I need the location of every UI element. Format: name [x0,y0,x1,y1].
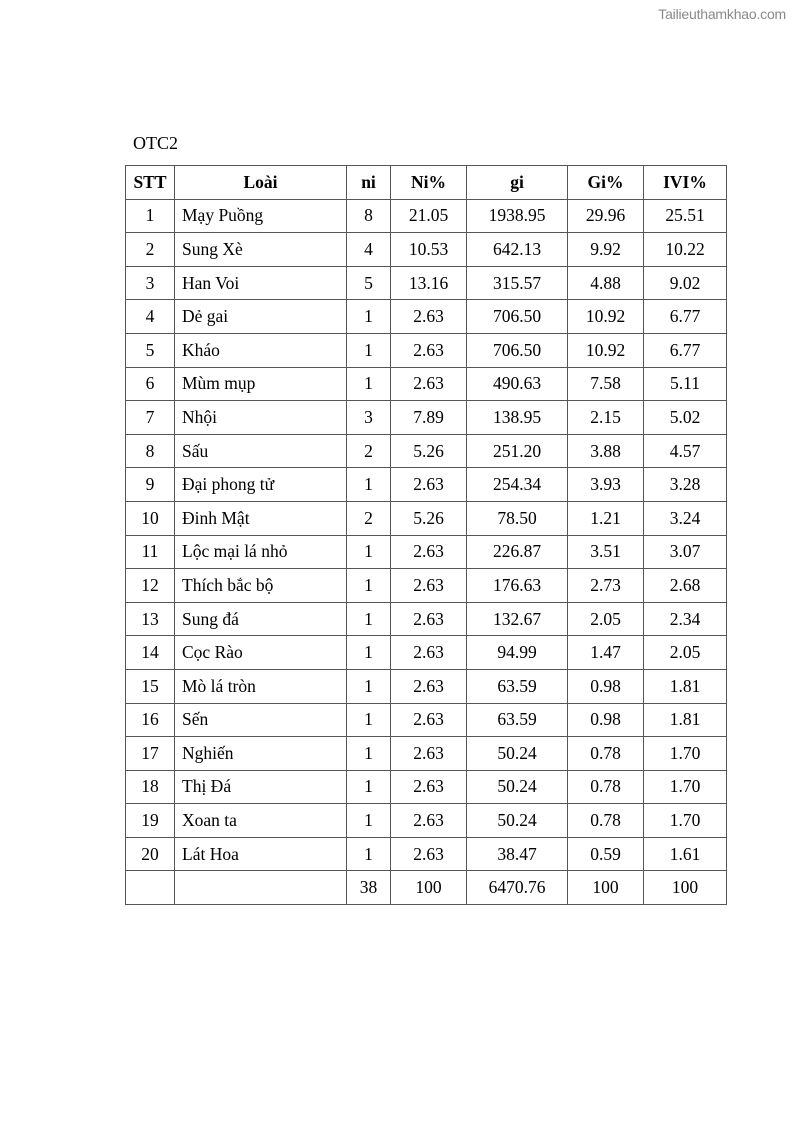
cell-ni-pct: 2.63 [391,300,467,334]
cell-stt: 8 [126,434,175,468]
cell-ivi-pct: 2.05 [644,636,727,670]
cell-ni-pct: 2.63 [391,333,467,367]
cell-gi-pct: 1.47 [568,636,644,670]
cell-ivi-pct: 100 [644,871,727,905]
cell-loai [175,871,347,905]
cell-ni-pct: 13.16 [391,266,467,300]
cell-gi: 138.95 [467,401,568,435]
cell-ni-pct: 2.63 [391,535,467,569]
cell-gi-pct: 0.78 [568,737,644,771]
table-row [126,333,727,367]
cell-ni: 1 [347,837,391,871]
cell-ni: 8 [347,199,391,233]
cell-loai: Xoan ta [175,804,347,838]
cell-ni: 2 [347,434,391,468]
cell-ni: 2 [347,501,391,535]
cell-gi-pct: 7.58 [568,367,644,401]
cell-ivi-pct: 6.77 [644,333,727,367]
table-row [126,669,727,703]
table-row [126,602,727,636]
cell-loai: Dẻ gai [175,300,347,334]
section-title: OTC2 [133,133,178,153]
species-table [125,165,727,905]
cell-stt: 11 [126,535,175,569]
cell-gi: 78.50 [467,501,568,535]
header-ni: ni [347,166,391,200]
table-row [126,737,727,771]
cell-ni: 1 [347,367,391,401]
cell-loai: Nghiến [175,737,347,771]
cell-ivi-pct: 5.11 [644,367,727,401]
cell-gi: 642.13 [467,233,568,267]
cell-gi-pct: 10.92 [568,333,644,367]
cell-ivi-pct: 1.70 [644,804,727,838]
cell-gi: 50.24 [467,770,568,804]
cell-loai: Cọc Rào [175,636,347,670]
table-row [126,367,727,401]
table-row [126,401,727,435]
header-loai: Loài [175,166,347,200]
header-ni-pct: Ni% [391,166,467,200]
cell-ni: 1 [347,669,391,703]
cell-stt: 18 [126,770,175,804]
cell-ivi-pct: 1.81 [644,669,727,703]
cell-ni-pct: 5.26 [391,501,467,535]
table-totals-row [126,871,727,905]
cell-stt: 19 [126,804,175,838]
cell-gi: 176.63 [467,569,568,603]
cell-gi-pct: 1.21 [568,501,644,535]
cell-gi: 251.20 [467,434,568,468]
cell-gi-pct: 0.59 [568,837,644,871]
cell-ni: 1 [347,569,391,603]
cell-loai: Nhội [175,401,347,435]
table-row [126,199,727,233]
cell-stt: 7 [126,401,175,435]
header-stt: STT [126,166,175,200]
cell-ni: 1 [347,636,391,670]
cell-ni: 1 [347,602,391,636]
cell-loai: Đại phong tử [175,468,347,502]
cell-ni-pct: 100 [391,871,467,905]
cell-stt: 10 [126,501,175,535]
watermark: Tailieuthamkhao.com [658,6,786,22]
table-row [126,636,727,670]
cell-ni-pct: 10.53 [391,233,467,267]
cell-gi: 1938.95 [467,199,568,233]
table-row [126,300,727,334]
cell-ni-pct: 2.63 [391,636,467,670]
cell-ivi-pct: 1.70 [644,737,727,771]
table-row [126,468,727,502]
cell-loai: Thích bắc bộ [175,569,347,603]
cell-ni-pct: 2.63 [391,737,467,771]
cell-ivi-pct: 6.77 [644,300,727,334]
cell-stt: 15 [126,669,175,703]
cell-ni: 1 [347,333,391,367]
cell-stt: 6 [126,367,175,401]
table-row [126,770,727,804]
cell-stt: 16 [126,703,175,737]
cell-ni-pct: 2.63 [391,770,467,804]
cell-ni: 1 [347,737,391,771]
table-row [126,535,727,569]
cell-ni: 38 [347,871,391,905]
cell-ni: 1 [347,703,391,737]
cell-gi: 706.50 [467,333,568,367]
cell-gi-pct: 100 [568,871,644,905]
cell-gi-pct: 0.98 [568,669,644,703]
cell-ni: 3 [347,401,391,435]
cell-stt: 9 [126,468,175,502]
cell-loai: Sung đá [175,602,347,636]
cell-ni-pct: 2.63 [391,804,467,838]
cell-ni-pct: 2.63 [391,367,467,401]
cell-gi-pct: 2.73 [568,569,644,603]
cell-ni: 4 [347,233,391,267]
cell-ivi-pct: 3.07 [644,535,727,569]
cell-ni-pct: 2.63 [391,569,467,603]
cell-ivi-pct: 9.02 [644,266,727,300]
cell-gi: 706.50 [467,300,568,334]
cell-loai: Sung Xè [175,233,347,267]
cell-ni: 1 [347,804,391,838]
cell-ivi-pct: 3.24 [644,501,727,535]
cell-stt: 12 [126,569,175,603]
cell-ni: 1 [347,770,391,804]
cell-gi: 38.47 [467,837,568,871]
cell-gi-pct: 0.78 [568,804,644,838]
cell-stt: 17 [126,737,175,771]
cell-gi-pct: 0.98 [568,703,644,737]
cell-ivi-pct: 10.22 [644,233,727,267]
table-row [126,837,727,871]
cell-stt: 3 [126,266,175,300]
cell-ni: 5 [347,266,391,300]
cell-ivi-pct: 3.28 [644,468,727,502]
cell-ivi-pct: 1.61 [644,837,727,871]
cell-loai: Sến [175,703,347,737]
cell-ni: 1 [347,535,391,569]
cell-gi: 63.59 [467,669,568,703]
cell-stt: 13 [126,602,175,636]
table-row [126,569,727,603]
cell-ivi-pct: 4.57 [644,434,727,468]
cell-ivi-pct: 1.70 [644,770,727,804]
table-row [126,703,727,737]
cell-stt: 5 [126,333,175,367]
cell-gi: 490.63 [467,367,568,401]
table-header-row [126,166,727,200]
table-row [126,266,727,300]
cell-gi: 94.99 [467,636,568,670]
cell-loai: Mạy Puồng [175,199,347,233]
cell-gi: 226.87 [467,535,568,569]
cell-loai: Kháo [175,333,347,367]
cell-gi: 315.57 [467,266,568,300]
cell-ni: 1 [347,468,391,502]
cell-stt: 2 [126,233,175,267]
cell-ivi-pct: 2.34 [644,602,727,636]
cell-ni-pct: 5.26 [391,434,467,468]
cell-ni-pct: 2.63 [391,837,467,871]
cell-gi: 254.34 [467,468,568,502]
cell-loai: Sấu [175,434,347,468]
cell-gi: 6470.76 [467,871,568,905]
cell-loai: Đinh Mật [175,501,347,535]
cell-loai: Lát Hoa [175,837,347,871]
cell-ivi-pct: 2.68 [644,569,727,603]
table-row [126,804,727,838]
cell-gi-pct: 4.88 [568,266,644,300]
cell-ni-pct: 2.63 [391,703,467,737]
cell-loai: Mò lá tròn [175,669,347,703]
cell-loai: Thị Đá [175,770,347,804]
cell-stt: 20 [126,837,175,871]
table-row [126,501,727,535]
cell-loai: Han Voi [175,266,347,300]
header-gi: gi [467,166,568,200]
cell-ni-pct: 2.63 [391,669,467,703]
cell-ni-pct: 2.63 [391,602,467,636]
cell-gi-pct: 29.96 [568,199,644,233]
header-gi-pct: Gi% [568,166,644,200]
header-ivi-pct: IVI% [644,166,727,200]
cell-gi-pct: 0.78 [568,770,644,804]
cell-loai: Mùm mụp [175,367,347,401]
cell-ni: 1 [347,300,391,334]
cell-gi-pct: 3.88 [568,434,644,468]
cell-stt: 14 [126,636,175,670]
cell-gi-pct: 10.92 [568,300,644,334]
cell-ivi-pct: 5.02 [644,401,727,435]
cell-ni-pct: 21.05 [391,199,467,233]
cell-ivi-pct: 1.81 [644,703,727,737]
cell-gi-pct: 9.92 [568,233,644,267]
cell-gi: 50.24 [467,737,568,771]
table-row [126,434,727,468]
cell-stt: 1 [126,199,175,233]
cell-gi: 63.59 [467,703,568,737]
cell-gi-pct: 2.05 [568,602,644,636]
cell-gi-pct: 3.51 [568,535,644,569]
cell-stt: 4 [126,300,175,334]
table-row [126,233,727,267]
cell-ni-pct: 7.89 [391,401,467,435]
cell-gi: 50.24 [467,804,568,838]
cell-ivi-pct: 25.51 [644,199,727,233]
cell-stt [126,871,175,905]
cell-gi-pct: 3.93 [568,468,644,502]
cell-gi: 132.67 [467,602,568,636]
cell-gi-pct: 2.15 [568,401,644,435]
cell-loai: Lộc mại lá nhỏ [175,535,347,569]
cell-ni-pct: 2.63 [391,468,467,502]
